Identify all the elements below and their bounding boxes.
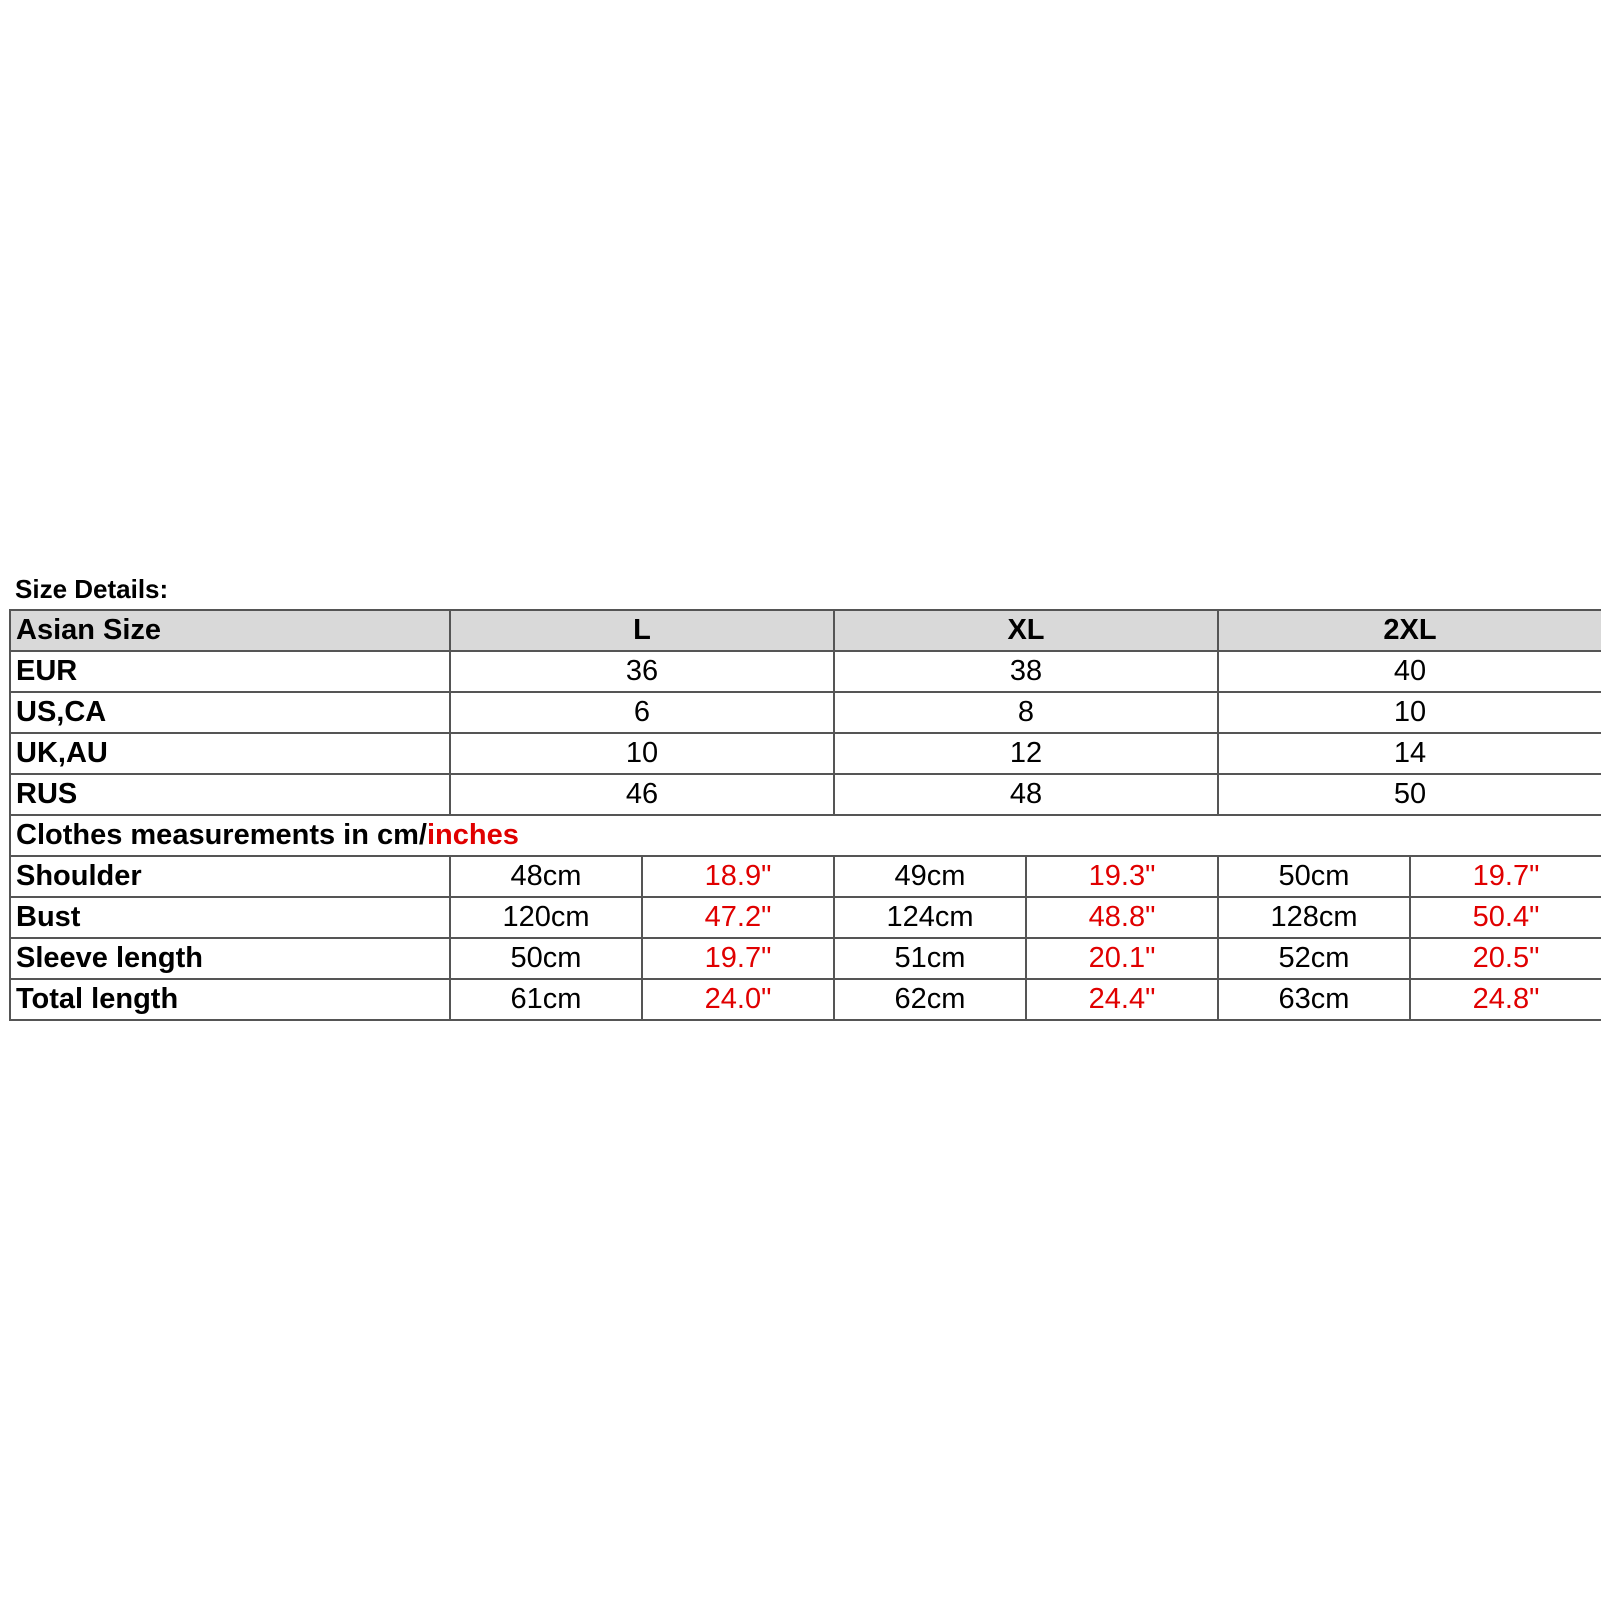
measurements-heading-highlight: inches	[426, 819, 519, 851]
measurement-row-total-length	[10, 979, 1601, 1020]
cm-value: 51cm	[834, 938, 1026, 979]
size-details-title: Size Details:	[15, 574, 169, 604]
inch-value: 19.3"	[1026, 856, 1218, 897]
size-header-2xl: 2XL	[1218, 610, 1601, 651]
inch-value: 20.5"	[1410, 938, 1601, 979]
size-value: 12	[834, 733, 1218, 774]
cm-value: 61cm	[450, 979, 642, 1020]
row-label: Sleeve length	[10, 938, 450, 979]
size-value: 40	[1218, 651, 1601, 692]
cm-value: 50cm	[450, 938, 642, 979]
cm-value: 52cm	[1218, 938, 1410, 979]
row-label: Total length	[10, 979, 450, 1020]
inch-value: 19.7"	[1410, 856, 1601, 897]
row-label: EUR	[10, 651, 450, 692]
size-value: 46	[450, 774, 834, 815]
row-label: Bust	[10, 897, 450, 938]
size-value: 6	[450, 692, 834, 733]
row-label: RUS	[10, 774, 450, 815]
inch-value: 18.9"	[642, 856, 834, 897]
cm-value: 124cm	[834, 897, 1026, 938]
measurements-heading	[10, 815, 1601, 856]
inch-value: 24.4"	[1026, 979, 1218, 1020]
measurement-row-shoulder	[10, 856, 1601, 897]
measurements-heading-row	[10, 815, 1601, 856]
size-value: 14	[1218, 733, 1601, 774]
inch-value: 47.2"	[642, 897, 834, 938]
conversion-row-eur	[10, 651, 1601, 692]
cm-value: 63cm	[1218, 979, 1410, 1020]
cm-value: 49cm	[834, 856, 1026, 897]
measurement-row-sleeve-length	[10, 938, 1601, 979]
size-value: 38	[834, 651, 1218, 692]
size-header-xl: XL	[834, 610, 1218, 651]
asian-size-label: Asian Size	[10, 610, 450, 651]
measurement-row-bust	[10, 897, 1601, 938]
conversion-row-rus	[10, 774, 1601, 815]
row-label: US,CA	[10, 692, 450, 733]
inch-value: 50.4"	[1410, 897, 1601, 938]
size-value: 8	[834, 692, 1218, 733]
header-row	[10, 610, 1601, 651]
measurements-heading-prefix: Clothes measurements in cm/	[16, 819, 427, 851]
cm-value: 62cm	[834, 979, 1026, 1020]
inch-value: 48.8"	[1026, 897, 1218, 938]
conversion-row-uk-au	[10, 733, 1601, 774]
inch-value: 20.1"	[1026, 938, 1218, 979]
size-value: 10	[1218, 692, 1601, 733]
cm-value: 48cm	[450, 856, 642, 897]
size-value: 48	[834, 774, 1218, 815]
cm-value: 120cm	[450, 897, 642, 938]
size-value: 50	[1218, 774, 1601, 815]
conversion-row-us-ca	[10, 692, 1601, 733]
size-header-l: L	[450, 610, 834, 651]
row-label: UK,AU	[10, 733, 450, 774]
size-chart-table	[9, 609, 1601, 1021]
cm-value: 50cm	[1218, 856, 1410, 897]
inch-value: 19.7"	[642, 938, 834, 979]
size-value: 36	[450, 651, 834, 692]
inch-value: 24.0"	[642, 979, 834, 1020]
inch-value: 24.8"	[1410, 979, 1601, 1020]
row-label: Shoulder	[10, 856, 450, 897]
cm-value: 128cm	[1218, 897, 1410, 938]
size-value: 10	[450, 733, 834, 774]
